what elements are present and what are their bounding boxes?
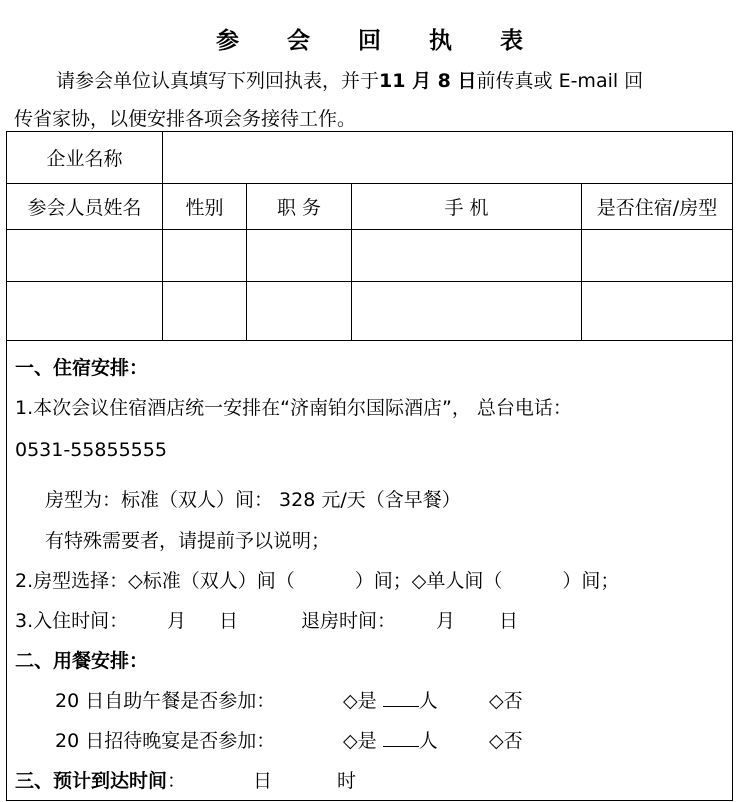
lunch-count-field[interactable] bbox=[383, 688, 419, 707]
room-choice-label: 2.房型选择： bbox=[15, 570, 129, 592]
company-name-label: 企业名称 bbox=[46, 148, 123, 170]
dinner-question: 20 日招待晚宴是否参加： bbox=[55, 730, 276, 752]
header-mobile: 手 机 bbox=[444, 197, 489, 219]
hotel-phone: 0531-55855555 bbox=[15, 439, 167, 461]
deadline-date: 11 月 8 日 bbox=[379, 70, 477, 92]
hotel-info-line bbox=[15, 393, 727, 420]
checkout-day: 日 bbox=[499, 610, 519, 632]
position-field[interactable] bbox=[247, 282, 351, 340]
room-choice-line bbox=[15, 566, 619, 593]
header-attendee-name: 参会人员姓名 bbox=[27, 197, 142, 219]
lunch-yes-label: ◇是 bbox=[343, 690, 377, 712]
arrival-section-title: 三、预计到达时间 bbox=[15, 770, 168, 792]
company-name-field[interactable] bbox=[163, 132, 732, 183]
mobile-field[interactable] bbox=[352, 282, 581, 340]
meal-section-title: 二、用餐安排： bbox=[15, 650, 149, 672]
lodging-section-title: 一、住宿安排： bbox=[15, 357, 149, 379]
intro-text-suffix: 前传真或 E-mail 回 bbox=[476, 70, 644, 92]
intro-text-prefix: 请参会单位认真填写下列回执表，并于 bbox=[56, 70, 380, 92]
checkout-label: 退房时间： bbox=[301, 610, 397, 632]
dinner-no-option[interactable]: ◇否 bbox=[489, 730, 523, 752]
gender-field[interactable] bbox=[163, 230, 246, 281]
table-rule bbox=[7, 340, 732, 341]
dinner-person-unit: 人 bbox=[418, 730, 438, 752]
lunch-question: 20 日自助午餐是否参加： bbox=[55, 690, 276, 712]
checkout-month: 月 bbox=[436, 610, 456, 632]
lodging-field[interactable] bbox=[582, 230, 732, 281]
attendee-name-field[interactable] bbox=[7, 282, 162, 340]
header-lodging-room-type: 是否住宿/房型 bbox=[596, 197, 718, 219]
standard-room-option[interactable]: ◇标准（双人）间（ bbox=[128, 570, 295, 592]
page-title: 参 会 回 执 表 bbox=[215, 28, 544, 54]
header-gender: 性别 bbox=[185, 197, 224, 219]
checkin-month: 月 bbox=[167, 610, 187, 632]
mobile-field[interactable] bbox=[352, 230, 581, 281]
checkin-label: 3.入住时间： bbox=[15, 610, 129, 632]
lunch-yes-option[interactable] bbox=[343, 686, 438, 713]
lunch-no-option[interactable]: ◇否 bbox=[489, 690, 523, 712]
dinner-count-field[interactable] bbox=[383, 728, 419, 747]
lunch-person-unit: 人 bbox=[418, 690, 438, 712]
arrival-line bbox=[15, 766, 186, 793]
intro-line-2: 传省家协，以便安排各项会务接待工作。 bbox=[14, 108, 357, 130]
gender-field[interactable] bbox=[163, 282, 246, 340]
dinner-yes-option[interactable] bbox=[343, 726, 438, 753]
header-position: 职 务 bbox=[276, 197, 322, 219]
position-field[interactable] bbox=[247, 230, 351, 281]
checkin-day: 日 bbox=[219, 610, 239, 632]
form-frame bbox=[6, 131, 733, 801]
dinner-yes-label: ◇是 bbox=[343, 730, 377, 752]
special-needs-note: 有特殊需要者，请提前予以说明； bbox=[45, 530, 331, 552]
arrival-day: 日 bbox=[253, 770, 273, 792]
hotel-info-text: 1.本次会议住宿酒店统一安排在“济南铂尔国际酒店”， 总台电话： bbox=[15, 397, 572, 419]
attendee-name-field[interactable] bbox=[7, 230, 162, 281]
lodging-field[interactable] bbox=[582, 282, 732, 340]
single-room-option[interactable]: ◇单人间（ bbox=[411, 570, 503, 592]
single-room-unit: ）间； bbox=[562, 570, 620, 592]
standard-room-unit: ）间； bbox=[354, 570, 412, 592]
intro-line-1 bbox=[56, 66, 643, 93]
arrival-colon: ： bbox=[167, 770, 187, 792]
arrival-hour: 时 bbox=[337, 770, 357, 792]
room-type-info: 房型为：标准（双人）间： 328 元/天（含早餐） bbox=[45, 489, 461, 511]
